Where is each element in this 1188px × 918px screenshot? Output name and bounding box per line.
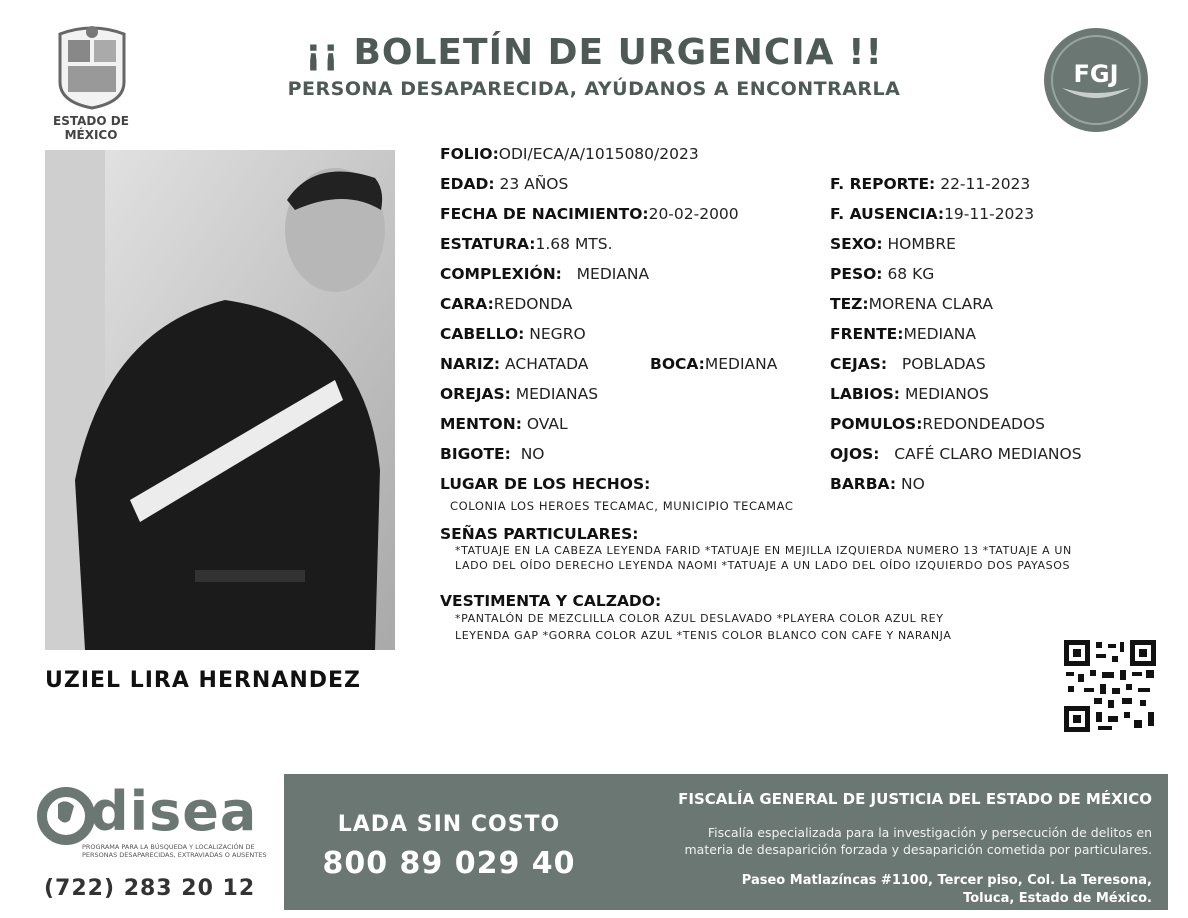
- estado-de-mexico-label: ESTADO DE MÉXICO: [53, 114, 129, 142]
- field-cabello: CABELLO: NEGRO: [440, 325, 586, 343]
- field-menton: MENTON: OVAL: [440, 415, 568, 433]
- field-boca: BOCA:MEDIANA: [650, 355, 778, 373]
- field-ojos: OJOS: CAFÉ CLARO MEDIANOS: [830, 445, 1082, 463]
- field-f-reporte: F. REPORTE: 22-11-2023: [830, 175, 1031, 193]
- odisea-program-text: PROGRAMA PARA LA BÚSQUEDA Y LOCALIZACIÓN DE PERSONAS DESAPARECIDAS, EXTRAVIADAS O AUSENTES: [82, 843, 267, 859]
- odisea-logo: [36, 780, 276, 846]
- field-barba: BARBA: NO: [830, 475, 925, 493]
- odisea-wordmark: disea: [90, 780, 258, 843]
- vestimenta-label: VESTIMENTA Y CALZADO:: [440, 592, 662, 610]
- field-labios: LABIOS: MEDIANOS: [830, 385, 989, 403]
- field-peso: PESO: 68 KG: [830, 265, 935, 283]
- field-fecha-nacimiento: FECHA DE NACIMIENTO:20-02-2000: [440, 205, 739, 223]
- fgj-title: FISCALÍA GENERAL DE JUSTICIA DEL ESTADO DE MÉXICO: [678, 790, 1152, 808]
- person-photo: [45, 150, 395, 650]
- senas-line-1: *TATUAJE EN LA CABEZA LEYENDA FARID *TATUAJE EN MEJILLA IZQUIERDA NUMERO 13 *TATUAJE A UN: [455, 544, 1072, 557]
- fgj-description-line-2: materia de desaparición forzada y desaparición cometida por particulares.: [684, 842, 1152, 857]
- odisea-phone[interactable]: (722) 283 20 12: [44, 876, 256, 901]
- bulletin-title: ¡¡ BOLETÍN DE URGENCIA !!: [305, 32, 883, 73]
- fgj-logo-text: FGJ: [1073, 60, 1119, 88]
- field-pomulos: POMULOS:REDONDEADOS: [830, 415, 1046, 433]
- field-nariz: NARIZ: ACHATADA: [440, 355, 589, 373]
- fgj-description: [600, 824, 1152, 858]
- field-folio: FOLIO:ODI/ECA/A/1015080/2023: [440, 145, 699, 163]
- field-cejas: CEJAS: POBLADAS: [830, 355, 986, 373]
- field-frente: FRENTE:MEDIANA: [830, 325, 976, 343]
- field-tez: TEZ:MORENA CLARA: [830, 295, 994, 313]
- field-sexo: SEXO: HOMBRE: [830, 235, 956, 253]
- fgj-address: [600, 872, 1152, 908]
- bulletin-subtitle: PERSONA DESAPARECIDA, AYÚDANOS A ENCONTRARLA: [287, 78, 901, 100]
- fgj-seal-logo: [1042, 26, 1150, 134]
- senas-line-2: LADO DEL OÍDO DERECHO LEYENDA NAOMI *TATUAJE A UN LADO DEL OÍDO IZQUIERDO DOS PAYASOS: [455, 559, 1071, 572]
- fgj-address-line-2: Toluca, Estado de México.: [963, 891, 1152, 906]
- person-name: UZIEL LIRA HERNANDEZ: [45, 668, 362, 693]
- vestimenta-line-1: *PANTALÓN DE MEZCLILLA COLOR AZUL DESLAVADO *PLAYERA COLOR AZUL REY: [455, 612, 944, 625]
- field-lugar-label: LUGAR DE LOS HECHOS:: [440, 475, 651, 493]
- qr-code[interactable]: [1064, 640, 1156, 732]
- fgj-description-line-1: Fiscalía especializada para la investigación y persecución de delitos en: [707, 825, 1152, 840]
- field-orejas: OREJAS: MEDIANAS: [440, 385, 599, 403]
- field-lugar-value: COLONIA LOS HEROES TECAMAC, MUNICIPIO TECAMAC: [450, 499, 794, 513]
- field-cara: CARA:REDONDA: [440, 295, 573, 313]
- vestimenta-line-2: LEYENDA GAP *GORRA COLOR AZUL *TENIS COLOR BLANCO CON CAFE Y NARANJA: [455, 629, 952, 642]
- senas-label: SEÑAS PARTICULARES:: [440, 525, 639, 543]
- lada-sin-costo-label: LADA SIN COSTO: [337, 812, 561, 837]
- field-estatura: ESTATURA:1.68 MTS.: [440, 235, 613, 253]
- field-edad: EDAD: 23 AÑOS: [440, 175, 569, 193]
- field-bigote: BIGOTE: NO: [440, 445, 545, 463]
- field-complexion: COMPLEXIÓN: MEDIANA: [440, 265, 650, 283]
- lada-phone-number[interactable]: 800 89 029 40: [322, 846, 576, 881]
- fgj-address-line-1: Paseo Matlazíncas #1100, Tercer piso, Col. La Teresona,: [741, 873, 1152, 888]
- field-f-ausencia: F. AUSENCIA:19-11-2023: [830, 205, 1035, 223]
